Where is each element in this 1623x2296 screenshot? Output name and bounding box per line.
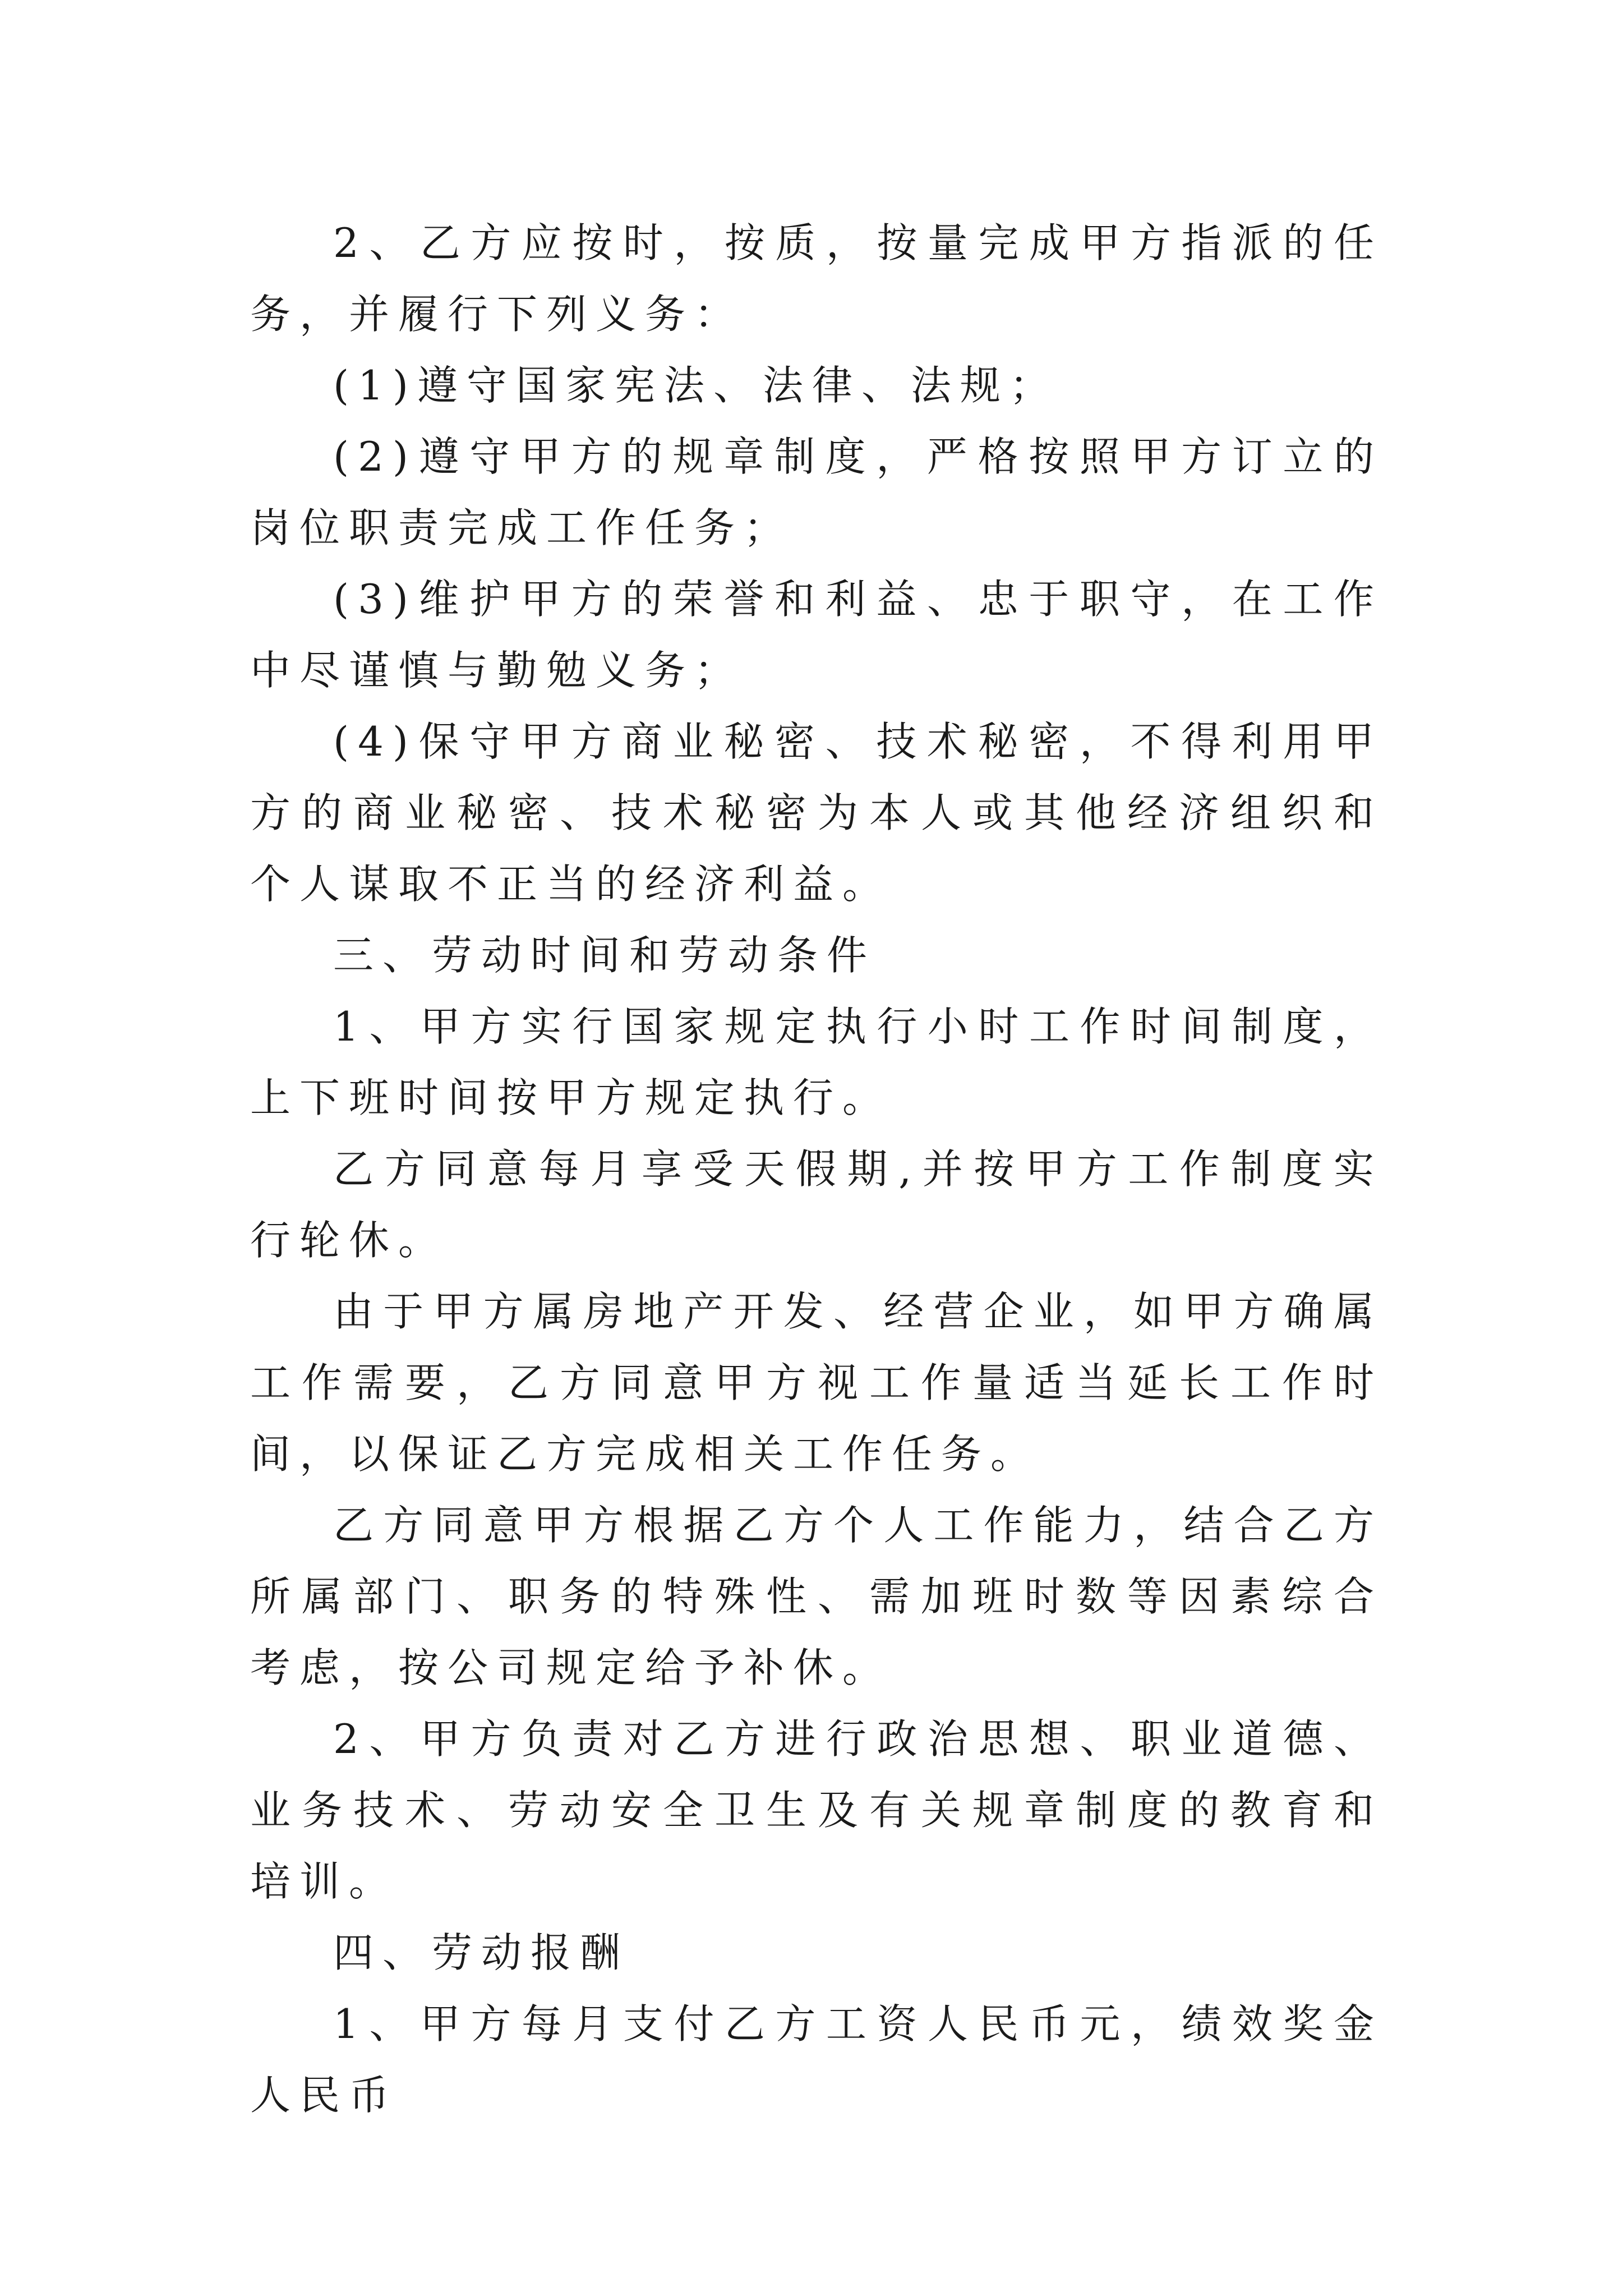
paragraph-clause-2-obligations: 2、乙方应按时，按质，按量完成甲方指派的任务，并履行下列义务： (250, 219, 1383, 338)
paragraph-working-hours-1: 1、甲方实行国家规定执行小时工作时间制度，上下班时间按甲方规定执行。 (250, 1003, 1383, 1121)
paragraph-obligation-3: (3)维护甲方的荣誉和利益、忠于职守，在工作中尽谨慎与勤勉义务； (250, 576, 1383, 694)
paragraph-overtime: 由于甲方属房地产开发、经营企业，如甲方确属工作需要，乙方同意甲方视工作量适当延长工作时间，以保证乙方完成相关工作任务。 (250, 1288, 1383, 1478)
paragraph-obligation-2: (2)遵守甲方的规章制度，严格按照甲方订立的岗位职责完成工作任务； (250, 433, 1383, 551)
document-body (250, 208, 1383, 2131)
section-heading-working-hours: 三、劳动时间和劳动条件 (333, 932, 877, 979)
paragraph-training: 2、甲方负责对乙方进行政治思想、职业道德、业务技术、劳动安全卫生及有关规章制度的教育和培训。 (250, 1715, 1383, 1905)
paragraph-obligation-1: (1)遵守国家宪法、法律、法规； (333, 362, 1059, 409)
paragraph-salary: 1、甲方每月支付乙方工资人民币元，绩效奖金人民币 (250, 2000, 1383, 2119)
section-heading-remuneration: 四、劳动报酬 (333, 1929, 630, 1976)
paragraph-obligation-4: (4)保守甲方商业秘密、技术秘密，不得利用甲方的商业秘密、技术秘密为本人或其他经济组织和个人谋取不正当的经济利益。 (250, 718, 1383, 908)
paragraph-compensatory-leave: 乙方同意甲方根据乙方个人工作能力，结合乙方所属部门、职务的特殊性、需加班时数等因素综合考虑，按公司规定给予补休。 (250, 1502, 1383, 1691)
paragraph-leave: 乙方同意每月享受天假期,并按甲方工作制度实行轮休。 (250, 1145, 1383, 1264)
